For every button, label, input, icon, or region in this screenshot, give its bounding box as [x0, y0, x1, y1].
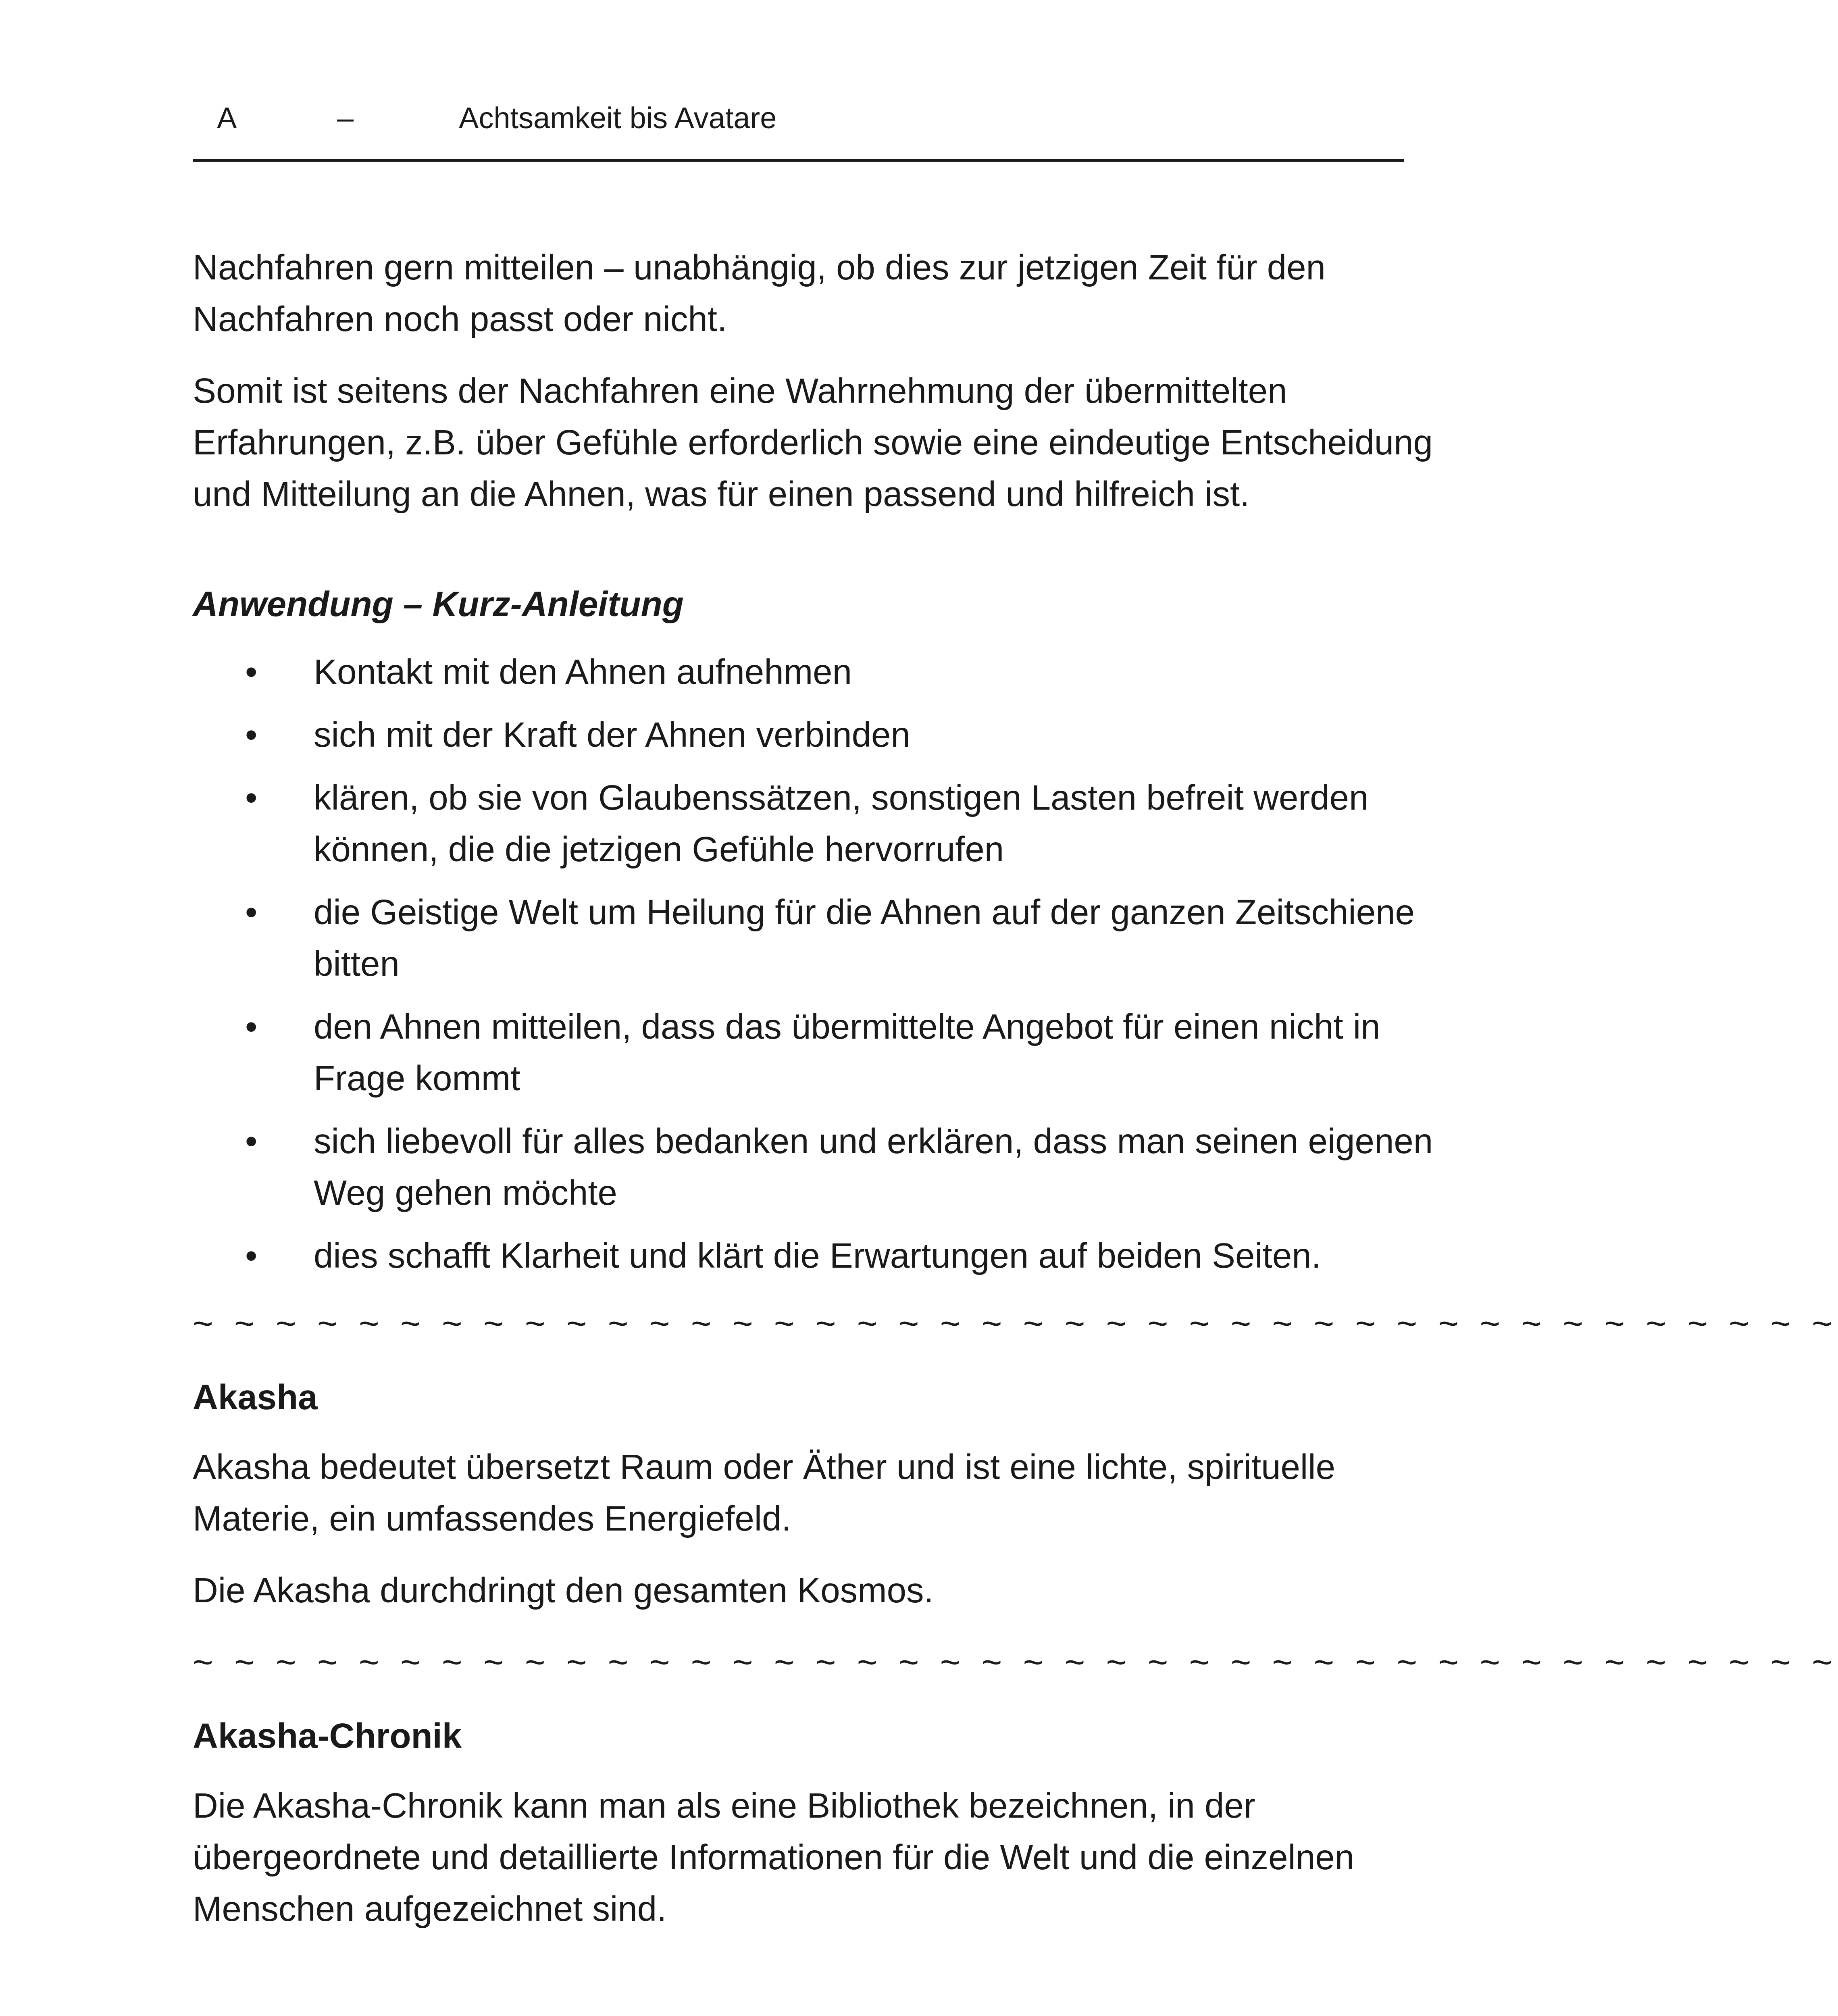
list-item-text: dies schafft Klarheit und klärt die Erwartungen auf beiden Seiten.: [314, 1236, 1321, 1275]
header-dash: –: [337, 101, 354, 135]
running-header: [193, 96, 1402, 140]
list-item: [193, 1001, 1434, 1104]
bullet-icon: •: [245, 652, 258, 691]
list-item: [193, 646, 1434, 698]
list-item-text: sich liebevoll für alles bedanken und erklären, dass man seinen eigenen Weg gehen möchte: [314, 1122, 1433, 1212]
intro-paragraph-1: Nachfahren gern mitteilen – unabhängig, ob dies zur jetzigen Zeit für den Nachfahren noch passt oder nicht.: [193, 248, 1326, 339]
header-letter: A: [217, 101, 237, 135]
list-item-text: die Geistige Welt um Heilung für die Ahnen auf der ganzen Zeitschiene bitten: [314, 893, 1415, 983]
list-item-text: Kontakt mit den Ahnen aufnehmen: [314, 652, 852, 691]
anwendung-list: [193, 646, 1434, 1282]
bullet-icon: •: [245, 893, 258, 932]
bullet-icon: •: [245, 1007, 258, 1046]
list-item-text: sich mit der Kraft der Ahnen verbinden: [314, 715, 910, 754]
header-rule: [193, 159, 1404, 162]
list-item: [193, 1116, 1434, 1219]
akasha-chronik-paragraph-1: Die Akasha-Chronik kann man als eine Bibliothek bezeichnen, in der übergeordnete und detaillierte Informationen für die Welt und die einzelnen Menschen aufgezeichnet sind.: [193, 1786, 1354, 1929]
bullet-icon: •: [245, 1236, 258, 1275]
tilde-separator: ~ ~ ~ ~ ~ ~ ~ ~ ~ ~ ~ ~ ~ ~ ~ ~ ~ ~ ~ ~ ~ ~ ~ ~ ~ ~ ~ ~ ~ ~ ~ ~ ~ ~ ~ ~ ~ ~ ~ ~: [193, 1304, 1838, 1343]
list-item: [193, 887, 1434, 990]
akasha-paragraph-1: Akasha bedeutet übersetzt Raum oder Äther und ist eine lichte, spirituelle Materie, ein umfassendes Energiefeld.: [193, 1447, 1335, 1538]
list-item-text: den Ahnen mitteilen, dass das übermittelte Angebot für einen nicht in Frage kommt: [314, 1007, 1380, 1098]
list-item: [193, 1230, 1434, 1282]
intro-paragraph-2: Somit ist seitens der Nachfahren eine Wahrnehmung der übermittelten Erfahrungen, z.B. über Gefühle erforderlich sowie eine eindeutige Entscheidung und Mitteilung an die Ahnen, was für einen passend und hilfreich ist.: [193, 371, 1433, 514]
akasha-heading: Akasha: [193, 1378, 318, 1417]
bullet-icon: •: [245, 778, 258, 817]
bullet-icon: •: [245, 715, 258, 754]
akasha-paragraph-2: Die Akasha durchdringt den gesamten Kosmos.: [193, 1571, 934, 1610]
body-text: [193, 242, 1838, 1955]
header-title: Achtsamkeit bis Avatare: [459, 101, 777, 135]
akasha-chronik-heading: Akasha-Chronik: [193, 1716, 462, 1756]
list-item: [193, 709, 1434, 761]
tilde-separator: ~ ~ ~ ~ ~ ~ ~ ~ ~ ~ ~ ~ ~ ~ ~ ~ ~ ~ ~ ~ ~ ~ ~ ~ ~ ~ ~ ~ ~ ~ ~ ~ ~ ~ ~ ~ ~ ~ ~ ~: [193, 1643, 1838, 1682]
list-item-text: klären, ob sie von Glaubenssätzen, sonstigen Lasten befreit werden können, die die jetzigen Gefühle hervorrufen: [314, 778, 1369, 869]
bullet-icon: •: [245, 1122, 258, 1161]
list-item: [193, 772, 1434, 875]
anwendung-heading: Anwendung – Kurz-Anleitung: [193, 585, 684, 624]
